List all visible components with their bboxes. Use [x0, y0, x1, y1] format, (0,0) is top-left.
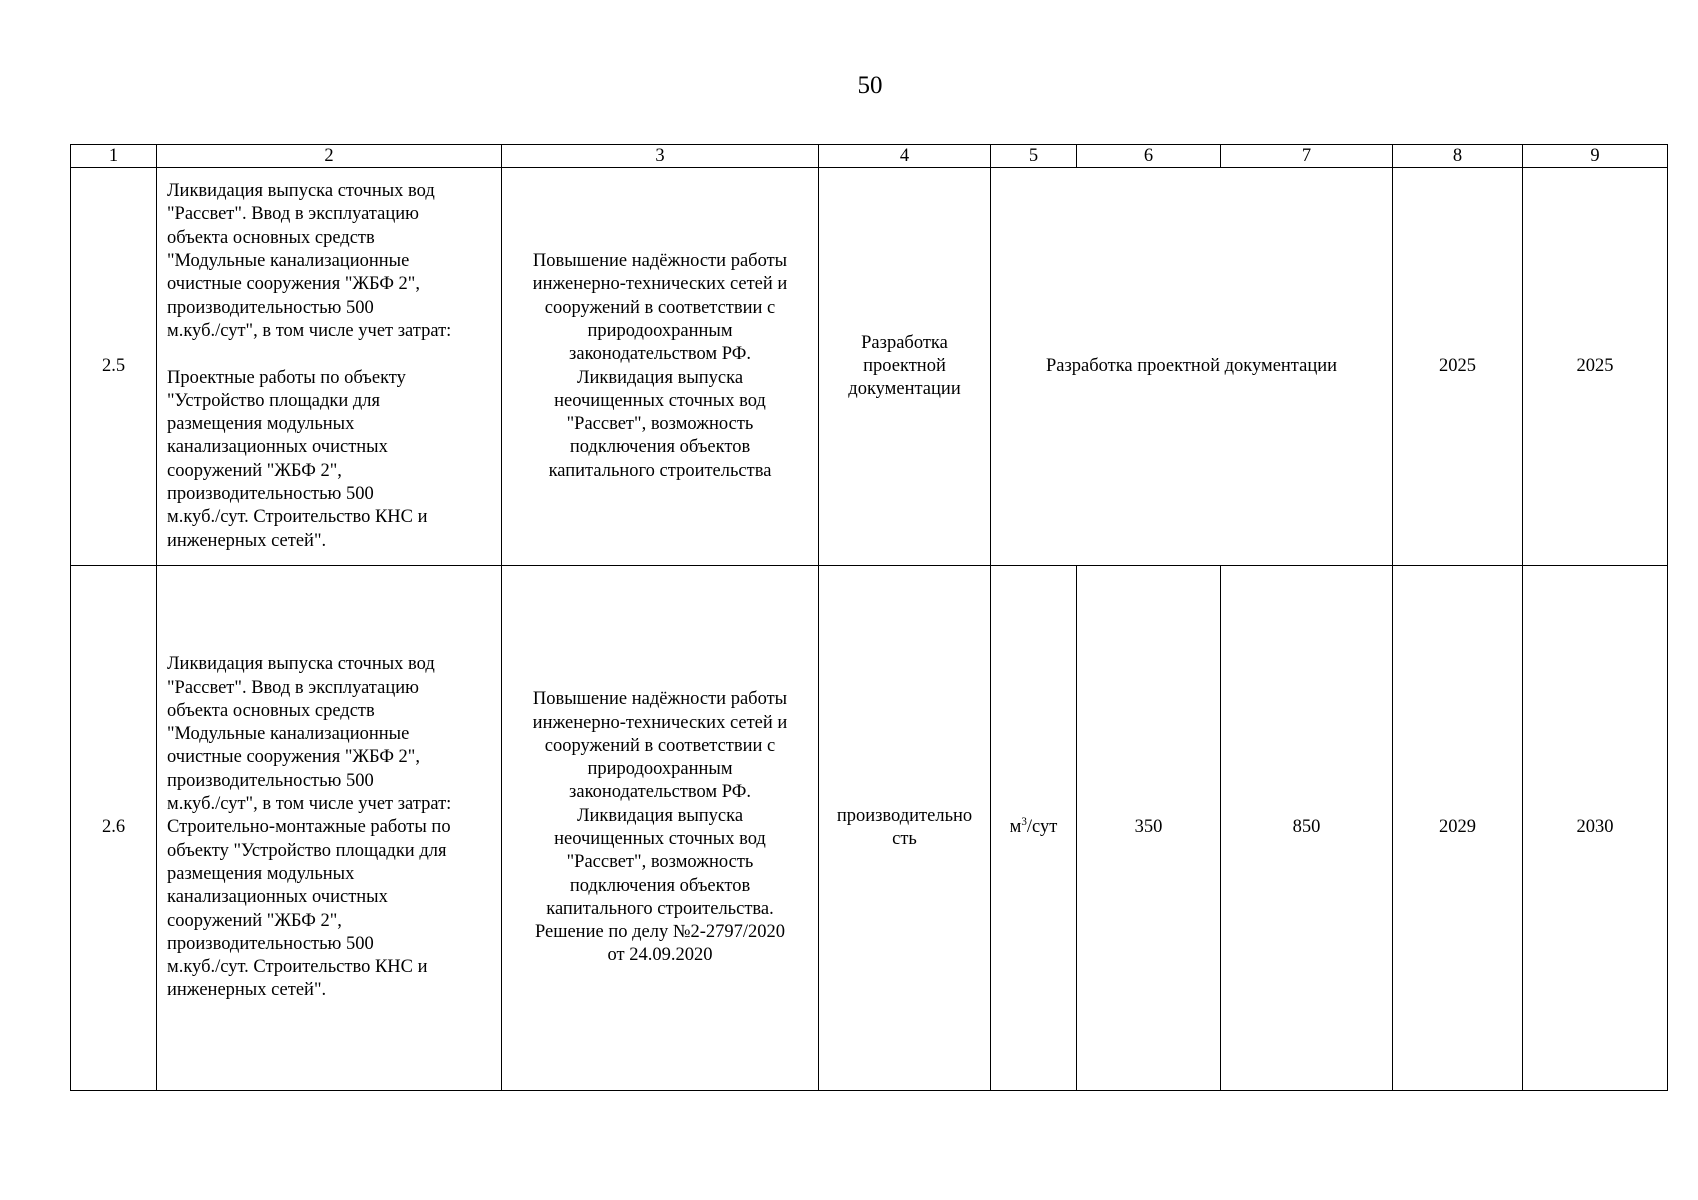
unit-base: м: [1009, 817, 1022, 838]
header-cell: 7: [1221, 145, 1393, 168]
measure-name-cell: Ликвидация выпуска сточных вод "Рассвет". Ввод в эксплуатацию объекта основных средств "Модульные канализационные очистные сооружения "ЖБФ 2", производительностью 500 м.куб./сут", в том числе учет затрат: Проектные работы по объекту "Устройство площадки для размещения модульных канализационных очистных сооружений "ЖБФ 2", производительностью 500 м.куб./сут. Строительство КНС и инженерных сетей".: [157, 168, 502, 566]
value-after-cell: 850: [1221, 566, 1393, 1091]
unit-rest: /сут: [1026, 817, 1058, 838]
unit-cell: [991, 566, 1077, 1091]
header-cell: 6: [1077, 145, 1221, 168]
start-year-cell: 2029: [1393, 566, 1523, 1091]
measure-name-cell: Ликвидация выпуска сточных вод "Рассвет". Ввод в эксплуатацию объекта основных средств "Модульные канализационные очистные сооружения "ЖБФ 2", производительностью 500 м.куб./сут", в том числе учет затрат: Строительно-монтажные работы по объекту "Устройство площадки для размещения модульных канализационных очистных сооружений "ЖБФ 2", производительностью 500 м.куб./сут. Строительство КНС и инженерных сетей".: [157, 566, 502, 1091]
indicator-cell: производительно сть: [819, 566, 991, 1091]
header-cell: 2: [157, 145, 502, 168]
header-cell: 4: [819, 145, 991, 168]
page-number: 50: [857, 72, 883, 99]
indicator-cell: Разработка проектной документации: [819, 168, 991, 566]
table-row: [71, 566, 1668, 1091]
table-header-row: [71, 145, 1668, 168]
measures-table: [70, 144, 1668, 1091]
row-number-cell: 2.6: [71, 566, 157, 1091]
header-cell: 3: [502, 145, 819, 168]
unit-superscript: 3: [1021, 816, 1027, 829]
value-before-cell: 350: [1077, 566, 1221, 1091]
header-cell: 9: [1523, 145, 1668, 168]
measure-goal-cell: Повышение надёжности работы инженерно-технических сетей и сооружений в соответствии с природоохранным законодательством РФ. Ликвидация выпуска неочищенных сточных вод "Рассвет", возможность подключения объектов капитального строительства: [502, 168, 819, 566]
measure-goal-cell: Повышение надёжности работы инженерно-технических сетей и сооружений в соответствии с природоохранным законодательством РФ. Ликвидация выпуска неочищенных сточных вод "Рассвет", возможность подключения объектов капитального строительства. Решение по делу №2-2797/2020 от 24.09.2020: [502, 566, 819, 1091]
header-cell: 5: [991, 145, 1077, 168]
merged-value-cell: Разработка проектной документации: [991, 168, 1393, 566]
start-year-cell: 2025: [1393, 168, 1523, 566]
end-year-cell: 2025: [1523, 168, 1668, 566]
table-row: [71, 168, 1668, 566]
header-cell: 1: [71, 145, 157, 168]
row-number-cell: 2.5: [71, 168, 157, 566]
header-cell: 8: [1393, 145, 1523, 168]
end-year-cell: 2030: [1523, 566, 1668, 1091]
